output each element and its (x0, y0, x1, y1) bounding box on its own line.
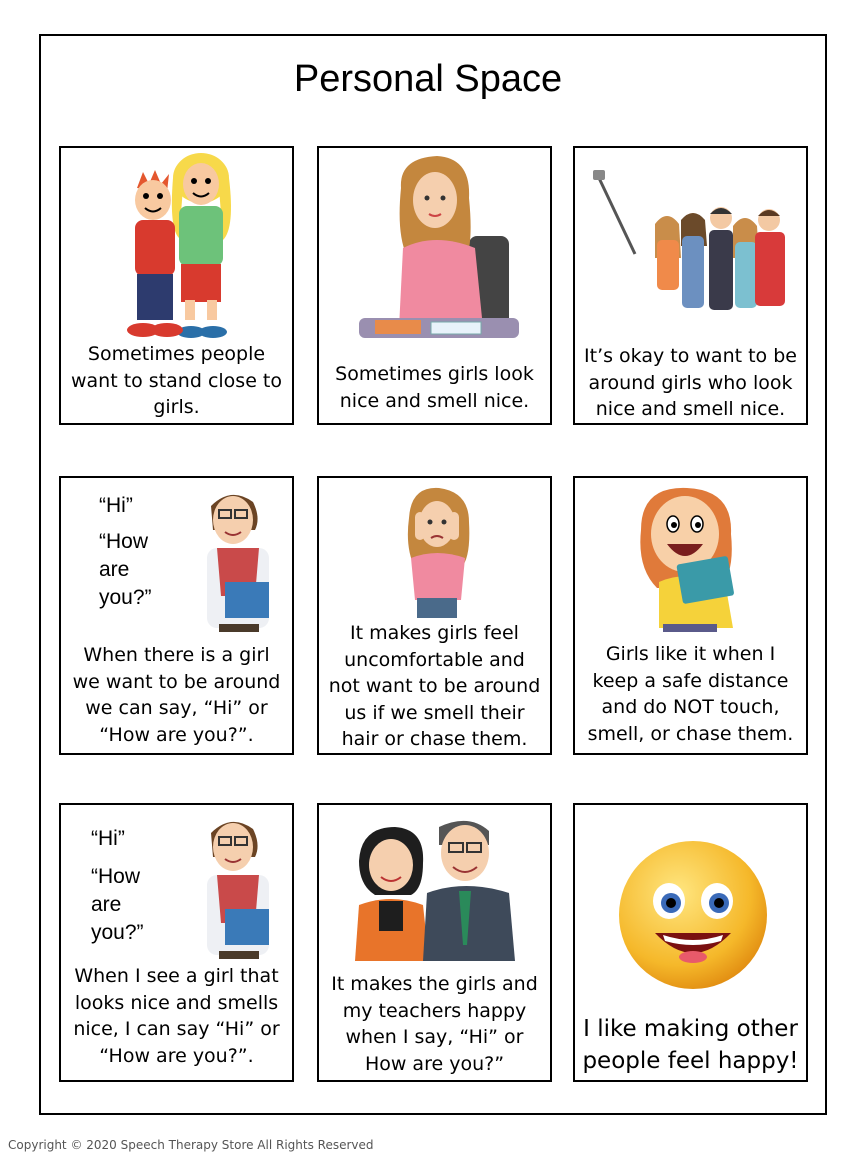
greeting-text: “Hi” “How are you?” (99, 494, 152, 609)
card-caption: When I see a girl that looks nice and smells nice, I can say “Hi” or “How are you?”. (73, 965, 280, 1067)
card-caption: When there is a girl we want to be around we can say, “Hi” or “How are you?”. (72, 644, 281, 746)
card-8 (317, 803, 552, 1082)
card-caption: I like making other people feel happy! (582, 1016, 799, 1074)
card-caption: Sometimes girls look nice and smell nice. (335, 363, 534, 412)
card-2 (317, 146, 552, 425)
card-4 (59, 476, 294, 755)
card-caption: It’s okay to want to be around girls who look nice and smell nice. (584, 345, 797, 420)
card-caption: It makes the girls and my teachers happy when I say, “Hi” or How are you?” (331, 973, 538, 1075)
card-3 (573, 146, 808, 425)
page-title: Personal Space (293, 58, 563, 100)
copyright-notice: Copyright © 2020 Speech Therapy Store All Rights Reserved (8, 1138, 374, 1152)
card-1 (59, 146, 294, 425)
card-caption: Sometimes people want to stand close to girls. (70, 343, 282, 418)
card-9 (573, 803, 808, 1082)
card-5 (317, 476, 552, 755)
greeting-text: “Hi” “How are you?” (91, 827, 144, 944)
card-caption: It makes girls feel uncomfortable and not want to be around us if we smell their hair or chase them. (328, 622, 541, 750)
card-caption: Girls like it when I keep a safe distance and do NOT touch, smell, or chase them. (587, 643, 794, 745)
card-6 (573, 476, 808, 755)
card-7 (59, 803, 294, 1082)
